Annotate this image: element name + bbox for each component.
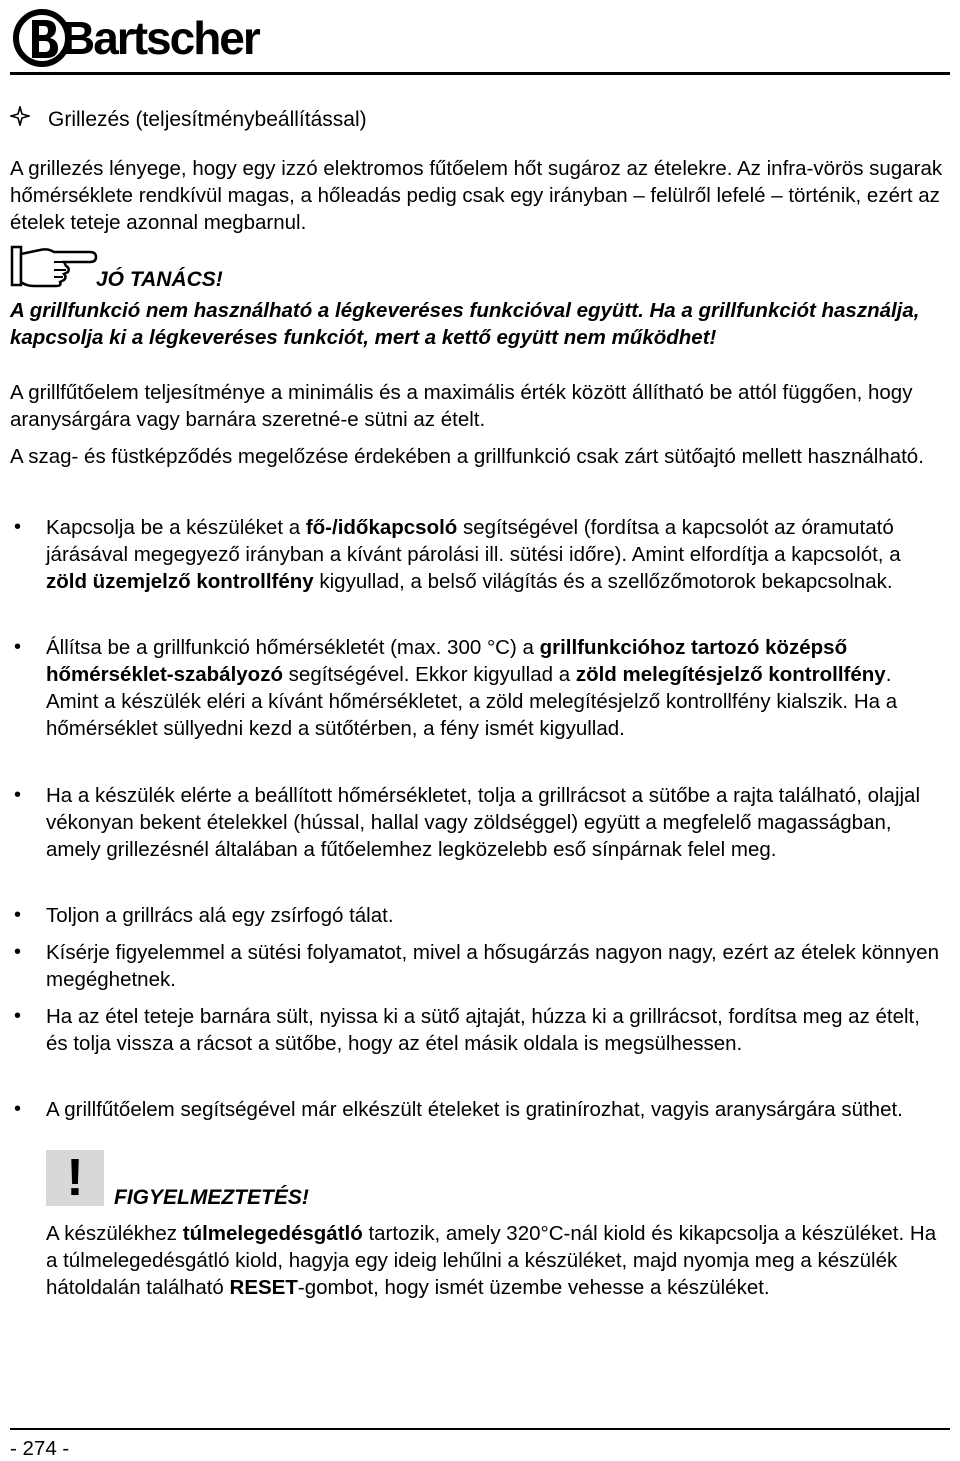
- bullet-icon: •: [14, 784, 22, 806]
- page-number: - 274 -: [10, 1437, 70, 1460]
- bullet-icon: •: [14, 904, 22, 926]
- list-item-text: kigyullad, a belső világítás és a szellőzőmotorok bekapcsolnak.: [313, 570, 893, 593]
- warning-text-bold: túlmelegedésgátló: [182, 1222, 363, 1245]
- section-heading: [10, 106, 367, 134]
- list-item-text: Kísérje figyelemmel a sütési folyamatot, mivel a hősugárzás nagyon nagy, ezért az ételek könnyen megéghetnek.: [46, 941, 939, 991]
- bullet-icon: •: [14, 516, 22, 538]
- list-item-text: segítségével (fordítsa a kapcsolót az óramutató járásával megegyező irányban a kívánt párolási ill. sütési időre). Amint elfordítja a kapcsolót, a: [46, 516, 901, 566]
- list-item-text: Ha a készülék elérte a beállított hőmérsékletet, tolja a grillrácsot a sütőbe a rajta található, olajjal vékonyan bekent ételekkel (hússal, hallal vagy zöldséggel) együtt a megfelelő magasságban, amely grillezésnél általában a fűtőelemhez legközelebb eső sínpárnak felel meg.: [46, 784, 921, 861]
- brand-logo: [12, 6, 259, 68]
- bullet-icon: •: [14, 1005, 22, 1027]
- bullet-icon: •: [14, 636, 22, 658]
- paragraph-power: A grillfűtőelem teljesítménye a minimális és a maximális érték között állítható be attól függően, hogy aranysárgára vagy barnára szeretné-e sütni az ételt.: [10, 381, 913, 431]
- tip-text: A grillfunkció nem használható a légkeveréses funkcióval együtt. Ha a grillfunkciót használja, kapcsolja ki a légkeveréses funkciót, mert a kettő együtt nem működhet!: [10, 299, 920, 349]
- warning-icon: [46, 1150, 104, 1206]
- list-item-bold: zöld melegítésjelző kontrollfény: [575, 663, 886, 686]
- warning-text-bold: RESET: [229, 1276, 298, 1299]
- list-item-text: Toljon a grillrács alá egy zsírfogó tálat.: [46, 904, 394, 927]
- intro-paragraph: A grillezés lényege, hogy egy izzó elektromos fűtőelem hőt sugároz az ételekre. Az infra-vörös sugarak hőmérséklete rendkívül magas, a hőleadás pedig csak egy irányban – felülről lefelé – történik, ezért az ételek teteje azonnal megbarnul.: [10, 157, 943, 234]
- list-item-text: . Amint a készülék eléri a kívánt hőmérsékletet, a zöld melegítésjelző kontrollfény kialszik. Ha a hőmérséklet süllyedni kezd a sütőtérben, a fény ismét kigyullad.: [46, 663, 898, 740]
- list-item-text: segítségével. Ekkor kigyullad a: [282, 663, 576, 686]
- warning-text: [46, 1220, 951, 1301]
- section-heading-text: Grillezés (teljesítménybeállítással): [48, 108, 367, 131]
- warning-text-part: -gombot, hogy ismét üzembe vehesse a készüléket.: [297, 1276, 770, 1299]
- bullet-icon: •: [14, 941, 22, 963]
- list-item-bold: grillfunkcióhoz tartozó középső hőmérséklet-szabályozó: [46, 636, 848, 686]
- warning-text-part: tartozik, amely 320°C-nál kiold és kikapcsolja a készüléket. Ha a túlmelegedésgátló kiold, hagyja egy ideig lehűlni a készüléket, majd nyomja meg a készülék hátoldalán található: [46, 1222, 937, 1299]
- list-item-text: Állítsa be a grillfunkció hőmérsékletét (max. 300 °C) a: [46, 636, 540, 659]
- bullet-icon: •: [14, 1098, 22, 1120]
- list-item-text: Kapcsolja be a készüléket a: [46, 516, 306, 539]
- paragraph-door: A szag- és füstképződés megelőzése érdekében a grillfunkció csak zárt sütőajtó mellett használható.: [10, 445, 924, 468]
- brand-name: Bartscher: [62, 12, 259, 64]
- footer-rule: [10, 1428, 950, 1430]
- diamond-bullet-icon: [10, 106, 34, 134]
- warning-text-part: A készülékhez: [46, 1222, 183, 1245]
- tip-label: JÓ TANÁCS!: [96, 268, 223, 291]
- list-item-text: Ha az étel teteje barnára sült, nyissa ki a sütő ajtaját, húzza ki a grillrácsot, fordítsa meg az ételt, és tolja vissza a rácsot a sütőbe, hogy az étel másik oldala is megsülhessen.: [46, 1005, 920, 1055]
- header-rule: [10, 72, 950, 75]
- warning-symbol: !: [66, 1149, 84, 1207]
- warning-label: FIGYELMEZTETÉS!: [114, 1186, 309, 1209]
- pointing-hand-icon: [10, 244, 100, 288]
- list-item-text: A grillfűtőelem segítségével már elkészült ételeket is gratinírozhat, vagyis aranysárgára süthet.: [46, 1098, 903, 1121]
- list-item-bold: zöld üzemjelző kontrollfény: [46, 570, 314, 593]
- list-item-bold: fő-/időkapcsoló: [305, 516, 458, 539]
